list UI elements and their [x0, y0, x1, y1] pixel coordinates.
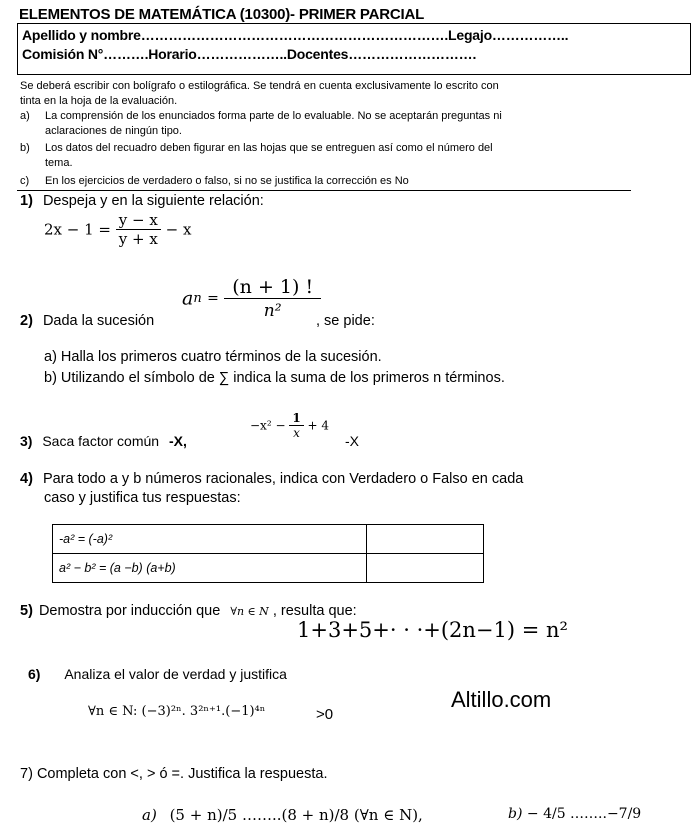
q2-a: a: [182, 287, 194, 310]
instruction-b-1: Los datos del recuadro deben figurar en las hojas que se entreguen así como el número del: [45, 142, 493, 154]
q4-line1: Para todo a y b números racionales, indica con Verdadero o Falso en cada: [42, 471, 524, 487]
q4-number: 4): [20, 471, 33, 487]
instruction-a-1: La comprensión de los enunciados forma parte de lo evaluable. No se aceptarán preguntas ni: [45, 110, 502, 122]
instruction-c-marker: c): [20, 175, 30, 187]
q5-quantifier: ∀n ∈ N: [230, 605, 269, 618]
q1-fraction: [116, 211, 161, 248]
instruction-a-2: aclaraciones de ningún tipo.: [45, 125, 182, 137]
q6-number: 6): [28, 666, 41, 682]
q3-numerator: 1: [292, 411, 301, 425]
q2-statement: [20, 313, 154, 329]
q2-after: , se pide:: [316, 313, 375, 329]
instruction-c-1: En los ejercicios de verdadero o falso, si no se justifica la corrección es No: [45, 175, 409, 187]
comision-horario-line: Comisión N°……….Horario………………..Docentes……………………….: [22, 46, 477, 62]
q1-number: 1): [20, 193, 33, 209]
q3-factor: -X,: [168, 433, 187, 449]
q6-formula: ∀n ∈ N: (−3)²ⁿ. 3²ⁿ⁺¹.(−1)⁴ⁿ: [88, 704, 266, 719]
statement-cell: a² − b² = (a −b) (a+b): [53, 554, 367, 583]
q7-part-a-label: a): [142, 806, 157, 824]
divider: [17, 190, 631, 191]
q2-text: Dada la sucesión: [42, 313, 155, 329]
q3-text: Saca factor común: [42, 433, 160, 449]
true-false-table: [52, 524, 484, 583]
q5-formula: 1+3+5+· · ·+(2n−1) = n²: [297, 618, 568, 642]
watermark-text: Altillo.com: [451, 687, 552, 712]
q3-expr-right: + 4: [307, 418, 330, 433]
q7-part-a: [142, 806, 423, 824]
instruction-intro-2: tinta en la hoja de la evaluación.: [20, 95, 178, 107]
q4-line2: caso y justifica tus respuestas:: [44, 490, 241, 506]
table-row: [53, 554, 484, 583]
instruction-b-2: tema.: [45, 157, 73, 169]
q3-fraction: [289, 411, 303, 440]
q2-numerator: (n + 1) !: [232, 276, 314, 298]
q7-text: Completa con <, > ó =. Justifica la respuesta.: [36, 766, 328, 782]
header-box: [17, 23, 691, 75]
q2-item-b: b) Utilizando el símbolo de ∑ indica la suma de los primeros n términos.: [44, 370, 505, 386]
q2-equals: =: [207, 290, 219, 307]
q3-formula: [250, 411, 329, 440]
q7-part-b: [508, 806, 641, 822]
q1-formula: [44, 211, 191, 248]
q3-expr-left: −x² −: [250, 418, 286, 433]
q2-a-sub: n: [193, 291, 202, 306]
q1-lhs: 2x − 1 =: [44, 220, 111, 239]
q7-part-b-expr: − 4/5 ……..−7/9: [526, 806, 642, 822]
q5-statement: [20, 603, 357, 619]
answer-cell[interactable]: [367, 525, 484, 554]
q5-text: Demostra por inducción que: [38, 603, 221, 619]
q6-statement: [28, 666, 287, 682]
q7-number: 7): [20, 766, 33, 782]
q1-text: Despeja y en la siguiente relación:: [42, 193, 264, 209]
q2-item-a: a) Halla los primeros cuatro términos de la sucesión.: [44, 349, 382, 365]
q2-fraction: [224, 276, 321, 321]
q3-number: 3): [20, 433, 33, 449]
instruction-b-marker: b): [20, 142, 30, 154]
q3-denominator: x: [289, 425, 303, 440]
name-legajo-line: Apellido y nombre………………………………………………………….Legajo……………..: [22, 27, 569, 43]
q2-formula: [182, 276, 321, 321]
exam-title: ELEMENTOS DE MATEMÁTICA (10300)- PRIMER PARCIAL: [19, 6, 425, 23]
answer-cell[interactable]: [367, 554, 484, 583]
statement-cell: -a² = (-a)²: [53, 525, 367, 554]
q2-number: 2): [20, 313, 33, 329]
q7-part-b-label: b): [508, 806, 523, 822]
q7-part-a-expr: (5 + n)/5 ……..(8 + n)/8 (∀n ∈ N),: [169, 806, 423, 824]
q1-rhs: − x: [165, 220, 192, 239]
q1-numerator: y − x: [118, 211, 158, 229]
q2-denominator: n²: [224, 298, 321, 321]
instruction-a-marker: a): [20, 110, 30, 122]
q1-denominator: y + x: [116, 229, 161, 248]
q5-number: 5): [20, 603, 33, 619]
q1-statement: [20, 193, 264, 209]
q7-statement: [20, 766, 328, 782]
q3-tail: -X: [345, 433, 359, 449]
table-row: [53, 525, 484, 554]
q4-statement: [20, 471, 523, 487]
q6-text: Analiza el valor de verdad y justifica: [64, 666, 287, 682]
instruction-intro-1: Se deberá escribir con bolígrafo o estilográfica. Se tendrá en cuenta exclusivamente lo escrito con: [20, 80, 499, 92]
q3-statement: [20, 433, 187, 449]
q5-after: , resulta que:: [272, 603, 357, 619]
q6-gt: >0: [316, 706, 334, 723]
